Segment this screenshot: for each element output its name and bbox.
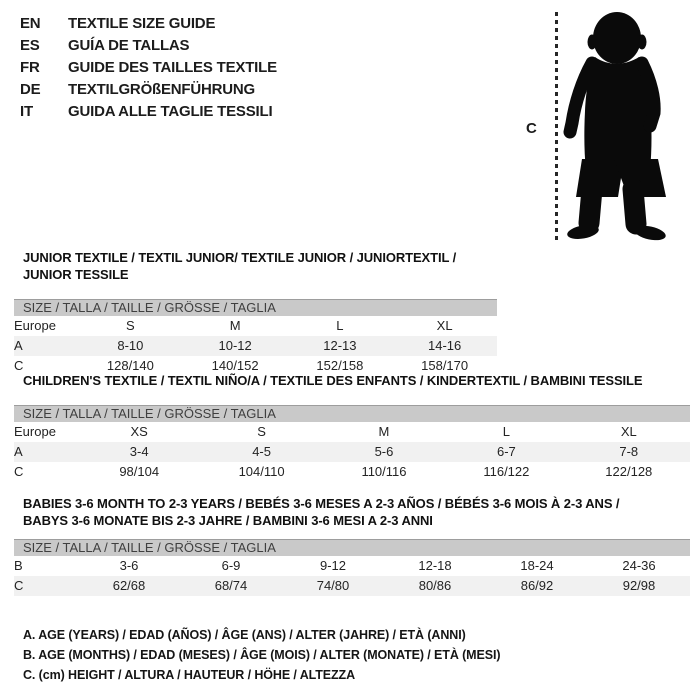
size-value-cell: 8-10 (117, 338, 144, 353)
row-label-cell: A (14, 338, 23, 353)
language-row (20, 57, 277, 79)
size-value-cell: XL (436, 318, 453, 333)
row-label-cell: B (14, 558, 23, 573)
language-title: GUÍA DE TALLAS (68, 37, 190, 54)
table-body (14, 556, 690, 596)
size-table-children (14, 372, 690, 482)
size-value-cell: L (336, 318, 344, 333)
size-value-cell: S (126, 318, 135, 333)
size-value-cell: 110/116 (361, 464, 407, 479)
table-title-line: BABIES 3-6 MONTH TO 2-3 YEARS / BEBÉS 3-6 MESES A 2-3 AÑOS / BÉBÉS 3-6 MOIS À 2-3 ANS / (23, 496, 620, 511)
table-row (14, 422, 690, 442)
size-value-cell: 6-9 (221, 558, 241, 573)
language-code: DE (20, 81, 41, 98)
size-value-cell: 98/104 (119, 464, 160, 479)
size-table-junior (14, 249, 497, 376)
table-row (14, 576, 690, 596)
size-value-cell: 116/122 (483, 464, 530, 479)
size-value-cell: 80/86 (418, 578, 452, 593)
row-label-cell: A (14, 444, 23, 459)
footnote: A. AGE (YEARS) / EDAD (AÑOS) / ÂGE (ANS) / ALTER (JAHRE) / ETÀ (ANNI) (23, 628, 466, 642)
size-value-cell: 152/158 (316, 358, 364, 373)
toddler-silhouette-icon (562, 11, 668, 243)
size-value-cell: 4-5 (252, 444, 271, 459)
table-row (14, 442, 690, 462)
table-title (14, 249, 497, 283)
size-value-cell: 12-18 (418, 558, 452, 573)
size-header-band: SIZE / TALLA / TAILLE / GRÖSSE / TAGLIA (14, 405, 690, 422)
size-value-cell: 7-8 (619, 444, 639, 459)
size-value-cell: 122/128 (605, 464, 653, 479)
row-label-cell: C (14, 464, 24, 479)
language-code: FR (20, 59, 40, 76)
footnote: C. (cm) HEIGHT / ALTURA / HAUTEUR / HÖHE / ALTEZZA (23, 668, 356, 682)
size-value-cell: L (502, 424, 510, 439)
size-value-cell: 10-12 (218, 338, 252, 353)
footnote: B. AGE (MONTHS) / EDAD (MESES) / ÂGE (MOIS) / ALTER (MONATE) / ETÀ (MESI) (23, 648, 501, 662)
language-code: ES (20, 37, 40, 54)
row-label-cell: Europe (14, 424, 56, 439)
language-title-list (20, 13, 277, 123)
language-title: TEXTILGRÖßENFÜHRUNG (68, 81, 256, 98)
language-title: TEXTILE SIZE GUIDE (68, 15, 216, 32)
size-value-cell: 140/152 (211, 358, 259, 373)
size-value-cell: M (378, 424, 390, 439)
size-value-cell: 86/92 (520, 578, 554, 593)
size-value-cell: 104/110 (238, 464, 285, 479)
size-value-cell: S (257, 424, 266, 439)
size-header-band: SIZE / TALLA / TAILLE / GRÖSSE / TAGLIA (14, 539, 690, 556)
size-value-cell: XL (620, 424, 637, 439)
table-body (14, 422, 690, 482)
language-code: IT (20, 103, 33, 120)
size-value-cell: 24-36 (622, 558, 656, 573)
language-row (20, 13, 277, 35)
size-value-cell: XS (130, 424, 148, 439)
size-value-cell: 92/98 (622, 578, 656, 593)
size-value-cell: 68/74 (214, 578, 248, 593)
size-table (14, 422, 690, 482)
language-row (20, 35, 277, 57)
table-title-line: BABYS 3-6 MONATE BIS 2-3 JAHRE / BAMBINI 3-6 MESI A 2-3 ANNI (23, 513, 433, 528)
height-measure-dashed-line (555, 12, 558, 243)
row-label-cell: Europe (14, 318, 56, 333)
table-row (14, 462, 690, 482)
size-table-babies (14, 495, 690, 596)
size-value-cell: M (229, 318, 241, 333)
row-label-cell: C (14, 578, 24, 593)
table-row (14, 556, 690, 576)
table-body (14, 316, 497, 376)
size-value-cell: 128/140 (106, 358, 154, 373)
table-row (14, 336, 497, 356)
table-title (14, 372, 690, 389)
size-value-cell: 62/68 (112, 578, 146, 593)
size-header-band: SIZE / TALLA / TAILLE / GRÖSSE / TAGLIA (14, 299, 497, 316)
table-row (14, 316, 497, 336)
height-measure-label: C (526, 120, 537, 137)
size-value-cell: 9-12 (319, 558, 347, 573)
size-value-cell: 6-7 (496, 444, 516, 459)
size-table (14, 556, 690, 596)
language-code: EN (20, 15, 41, 32)
size-value-cell: 12-13 (323, 338, 357, 353)
language-row (20, 101, 277, 123)
size-value-cell: 3-6 (119, 558, 139, 573)
size-value-cell: 18-24 (520, 558, 554, 573)
language-row (20, 79, 277, 101)
size-value-cell: 14-16 (428, 338, 462, 353)
language-title: GUIDA ALLE TAGLIE TESSILI (68, 103, 273, 120)
size-value-cell: 3-4 (129, 444, 149, 459)
footnotes-area (23, 625, 500, 685)
table-title (14, 495, 690, 529)
table-title-line: CHILDREN'S TEXTILE / TEXTIL NIÑO/A / TEXTILE DES ENFANTS / KINDERTEXTIL / BAMBINI TESSILE (23, 373, 643, 388)
table-title-line: JUNIOR TEXTILE / TEXTIL JUNIOR/ TEXTILE JUNIOR / JUNIORTEXTIL / JUNIOR TESSILE (23, 250, 457, 282)
language-title: GUIDE DES TAILLES TEXTILE (68, 59, 277, 76)
size-value-cell: 158/170 (421, 358, 469, 373)
size-value-cell: 5-6 (374, 444, 394, 459)
size-value-cell: 74/80 (316, 578, 350, 593)
row-label-cell: C (14, 358, 24, 373)
size-table (14, 316, 497, 376)
